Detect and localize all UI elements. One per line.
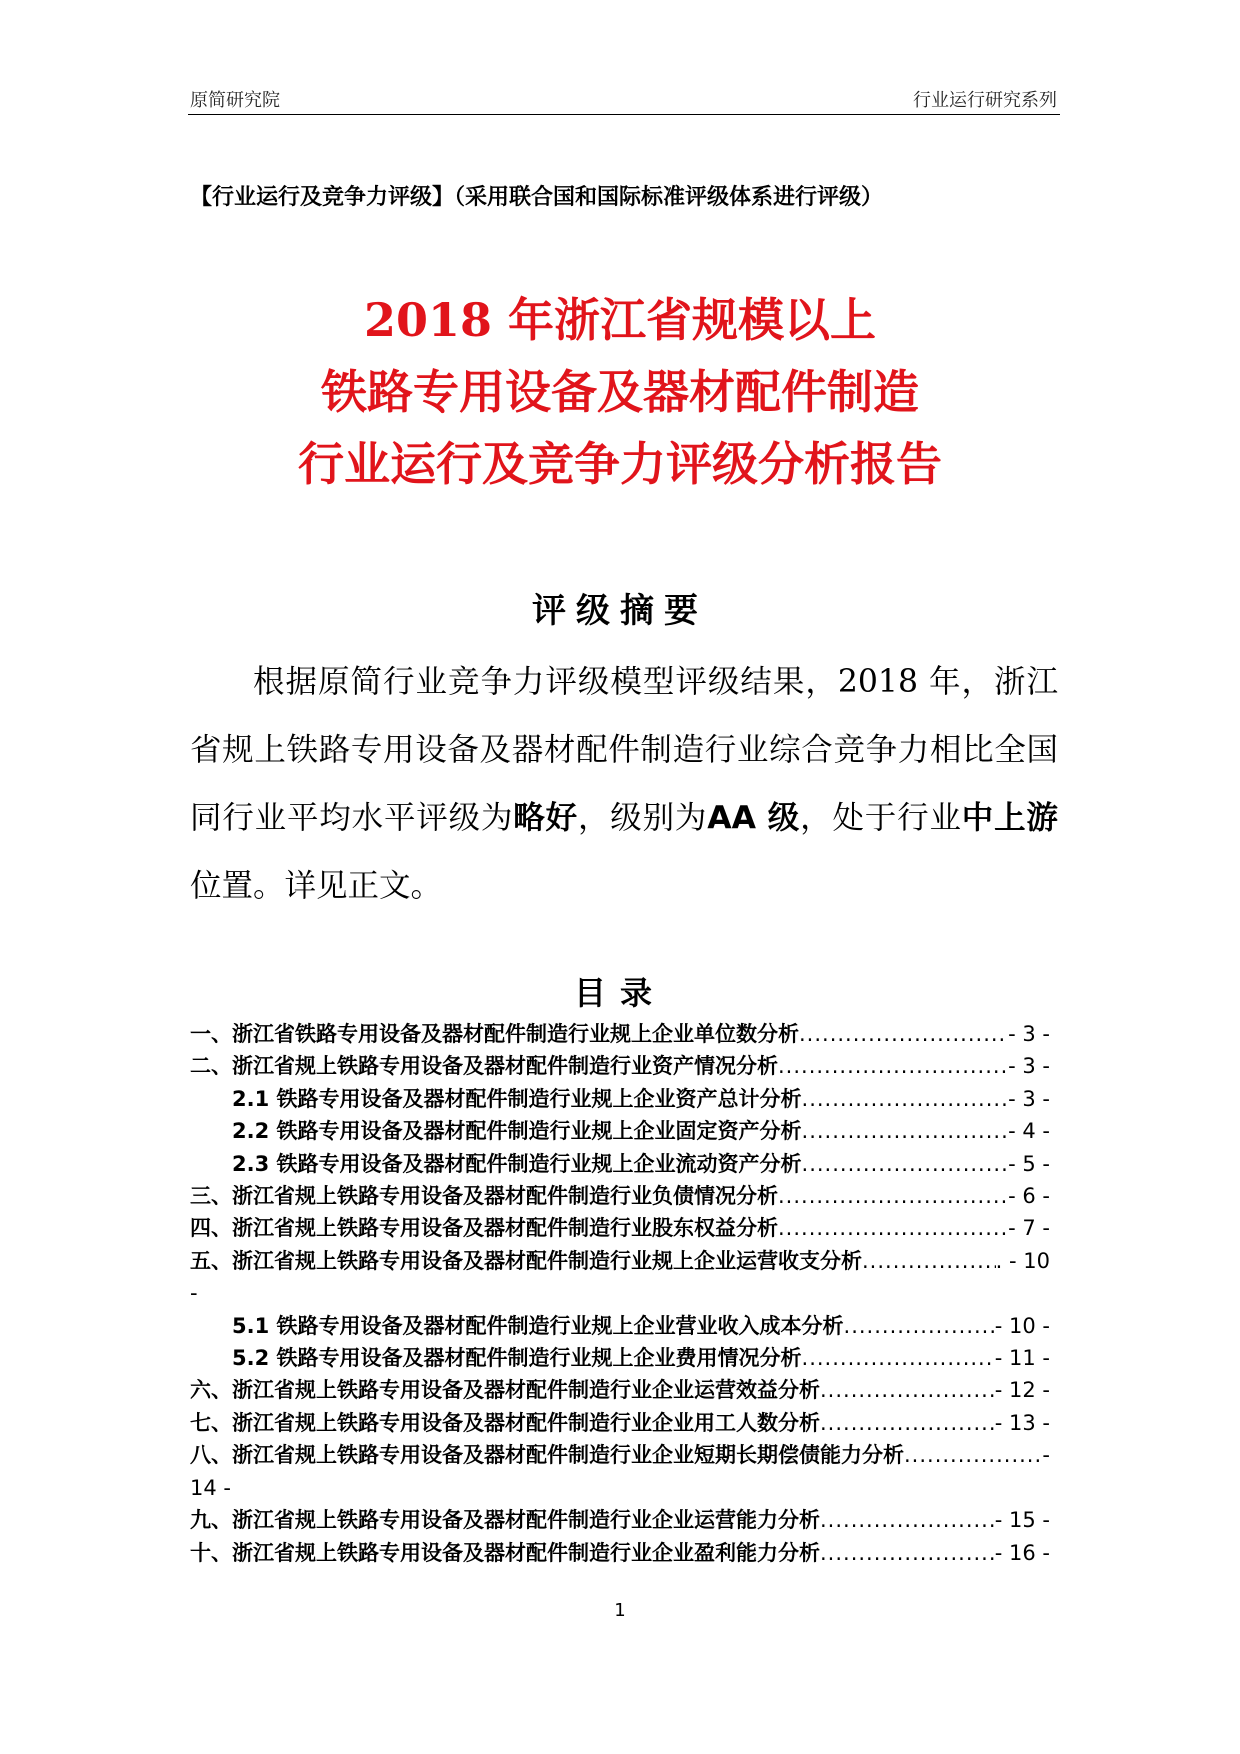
toc-entry-page: - 15 -	[994, 1508, 1050, 1533]
header-rule	[188, 114, 1060, 115]
toc-entry-title: 5.1 铁路专用设备及器材配件制造行业规上企业营业收入成本分析	[232, 1313, 844, 1338]
toc-leader-dots	[844, 1310, 995, 1342]
toc-leader-dots	[820, 1537, 995, 1569]
toc-entry-title: 九、浙江省规上铁路专用设备及器材配件制造行业企业运营能力分析	[190, 1508, 820, 1533]
tagline: 【行业运行及竞争力评级】（采用联合国和国际标准评级体系进行评级）	[190, 185, 884, 210]
abstract-heading: 评级摘要	[532, 591, 708, 631]
toc-leader-dots	[778, 1050, 1008, 1082]
header-right-series: 行业运行研究系列	[913, 90, 1057, 111]
toc-entry-page: - 12 -	[994, 1378, 1050, 1403]
report-title	[150, 284, 1090, 500]
toc-leader-dots	[862, 1245, 996, 1277]
toc-leader-dots	[778, 1212, 1008, 1244]
toc-entry-title: 一、浙江省铁路专用设备及器材配件制造行业规上企业单位数分析	[190, 1022, 799, 1046]
toc-entry[interactable]	[190, 1180, 1050, 1212]
title-line-1: 2018 年浙江省规模以上	[363, 293, 877, 347]
toc-entry[interactable]	[190, 1407, 1050, 1439]
toc-leader-dots	[799, 1018, 1008, 1050]
toc-entry-page-wrap: 14 -	[190, 1475, 231, 1500]
abstract-rating-level: AA 级	[707, 800, 801, 836]
toc-entry[interactable]	[190, 1115, 1050, 1147]
toc-entry-title: 2.3 铁路专用设备及器材配件制造行业规上企业流动资产分析	[232, 1151, 802, 1176]
toc-leader-dots	[820, 1407, 995, 1439]
toc-entry[interactable]	[190, 1083, 1050, 1115]
page-number: 1	[614, 1600, 626, 1621]
toc-entry-title: 七、浙江省规上铁路专用设备及器材配件制造行业企业用工人数分析	[190, 1410, 820, 1435]
toc-leader-dots	[820, 1504, 995, 1536]
toc-entry-page: - 3 -	[1008, 1022, 1050, 1046]
table-of-contents	[190, 1018, 1050, 1569]
toc-entry-page: - 10 -	[994, 1313, 1050, 1338]
toc-entry[interactable]	[190, 1310, 1050, 1342]
toc-entry-page: - 5 -	[1008, 1151, 1050, 1176]
toc-entry-page: - 4 -	[1008, 1119, 1050, 1144]
toc-entry-title: 四、浙江省规上铁路专用设备及器材配件制造行业股东权益分析	[190, 1216, 778, 1241]
toc-entry-title: 2.1 铁路专用设备及器材配件制造行业规上企业资产总计分析	[232, 1086, 802, 1111]
toc-entry-title: 六、浙江省规上铁路专用设备及器材配件制造行业企业运营效益分析	[190, 1378, 820, 1403]
abstract-rating-position: 中上游	[961, 800, 1058, 836]
toc-entry-page: - 11 -	[994, 1346, 1050, 1371]
abstract-text-1: 根据原简行业竞争力评级模型评级结果，2018 年，浙江省规上铁路专用设备及器材配件制造行业综合竞争力相比全国同行业平均水平评级为	[190, 664, 1058, 836]
toc-entry-page: - 7 -	[1008, 1216, 1050, 1241]
toc-leader-dots	[820, 1374, 995, 1406]
toc-leader-dots	[904, 1439, 1042, 1471]
title-line-2: 铁路专用设备及器材配件制造	[321, 365, 919, 419]
toc-entry-title: 十、浙江省规上铁路专用设备及器材配件制造行业企业盈利能力分析	[190, 1540, 820, 1565]
toc-heading: 目录	[573, 974, 666, 1012]
toc-entry-title: 八、浙江省规上铁路专用设备及器材配件制造行业企业短期长期偿债能力分析	[190, 1443, 904, 1468]
abstract-rating-term: 略好	[513, 800, 578, 836]
toc-entry-title: 5.2 铁路专用设备及器材配件制造行业规上企业费用情况分析	[232, 1346, 802, 1371]
toc-leader-dots	[802, 1115, 1009, 1147]
toc-entry-page: - 13 -	[994, 1410, 1050, 1435]
toc-entry-page-wrap: -	[190, 1281, 198, 1306]
toc-entry[interactable]	[190, 1342, 1050, 1374]
title-line-3: 行业运行及竞争力评级分析报告	[298, 437, 942, 491]
abstract-text-2: ，级别为	[577, 800, 708, 836]
toc-entry-title: 二、浙江省规上铁路专用设备及器材配件制造行业资产情况分析	[190, 1054, 778, 1079]
abstract-paragraph	[190, 648, 1058, 920]
toc-leader-dots	[802, 1342, 995, 1374]
toc-entry[interactable]	[190, 1537, 1050, 1569]
toc-entry-page: - 3 -	[1008, 1086, 1050, 1111]
toc-entry-page: . - 10	[995, 1248, 1050, 1273]
header-left-org: 原简研究院	[190, 90, 280, 111]
toc-leader-dots	[802, 1148, 1009, 1180]
toc-entry-page: -	[1042, 1443, 1050, 1468]
toc-entry-title: 2.2 铁路专用设备及器材配件制造行业规上企业固定资产分析	[232, 1119, 802, 1144]
toc-leader-dots	[778, 1180, 1008, 1212]
toc-entry-title: 三、浙江省规上铁路专用设备及器材配件制造行业负债情况分析	[190, 1184, 778, 1209]
toc-entry[interactable]	[190, 1018, 1050, 1050]
toc-entry-page: - 3 -	[1008, 1054, 1050, 1079]
abstract-text-3: ，处于行业	[800, 800, 962, 836]
toc-entry[interactable]	[190, 1439, 1050, 1471]
toc-entry[interactable]	[190, 1148, 1050, 1180]
toc-entry-page: - 6 -	[1008, 1184, 1050, 1209]
toc-entry[interactable]	[190, 1374, 1050, 1406]
toc-leader-dots	[802, 1083, 1009, 1115]
toc-entry[interactable]	[190, 1245, 1050, 1277]
toc-entry-page: - 16 -	[994, 1540, 1050, 1565]
abstract-text-4: 位置。详见正文。	[190, 868, 443, 904]
toc-entry[interactable]	[190, 1212, 1050, 1244]
toc-entry[interactable]	[190, 1050, 1050, 1082]
toc-entry-title: 五、浙江省规上铁路专用设备及器材配件制造行业规上企业运营收支分析	[190, 1248, 862, 1273]
toc-entry[interactable]	[190, 1504, 1050, 1536]
